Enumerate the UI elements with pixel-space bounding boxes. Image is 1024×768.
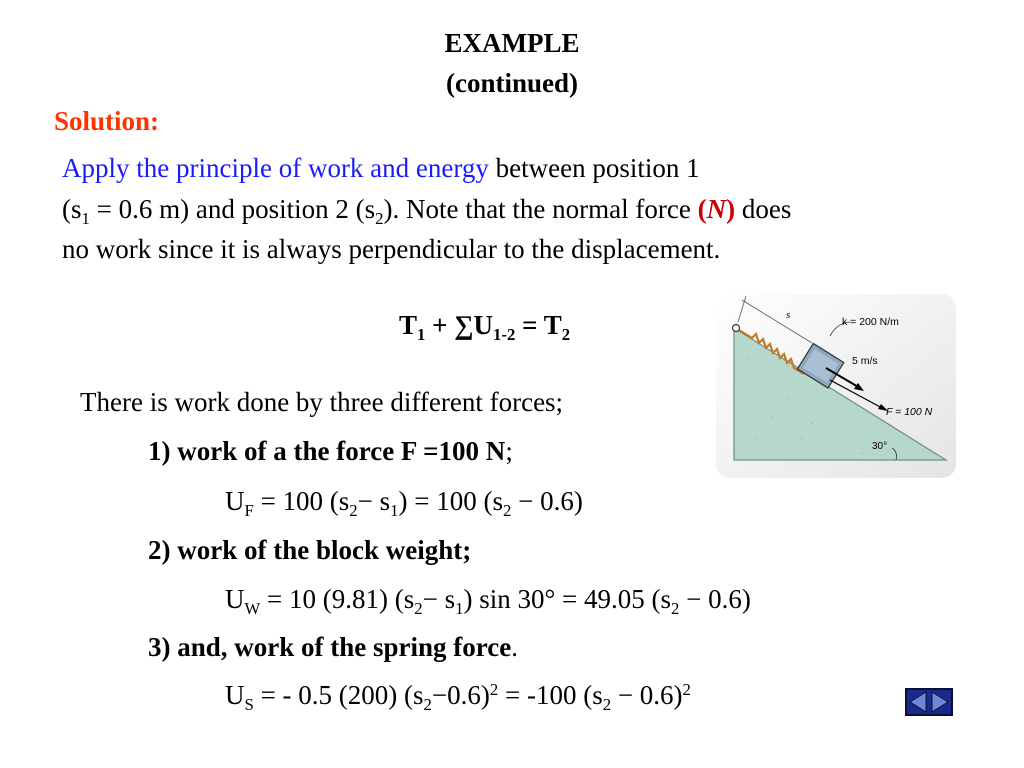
eq-part: = -100 (s: [498, 680, 603, 710]
normal-force-close: ): [726, 194, 736, 224]
eq-sub: W: [244, 598, 261, 618]
slide-title: EXAMPLE: [444, 28, 580, 58]
intro-line-2: [62, 189, 791, 229]
eq-part: = 100 (s: [253, 486, 350, 516]
incline-diagram: [712, 288, 962, 483]
eq-part: − s: [422, 584, 456, 614]
force-label: F = 100 N: [886, 406, 933, 418]
forces-intro: There is work done by three different forces;: [80, 387, 564, 417]
item-label: 1) work of a the force F =100 N: [148, 436, 506, 466]
intro-line-1: [62, 148, 700, 188]
work-equation-force: [225, 486, 583, 520]
solution-label: Solution:: [54, 106, 160, 136]
intro-line1-rest: between position 1: [488, 153, 700, 183]
intro-line-3: no work since it is always perpendicular to the displacement.: [62, 234, 721, 264]
intro-text: (s: [62, 194, 82, 224]
eq-part: − s: [357, 486, 391, 516]
eq-sub: 1: [390, 500, 399, 520]
intro-highlight: Apply the principle of work and energy: [62, 153, 489, 183]
s-label: s: [786, 309, 791, 321]
intro-sub: 1: [81, 208, 90, 228]
intro-sub: 2: [375, 208, 384, 228]
eq-part: U: [225, 486, 245, 516]
work-equation-weight: [225, 584, 751, 618]
intro-text: does: [735, 194, 792, 224]
eq-part: = 10 (9.81) (s: [260, 584, 415, 614]
eq-part: −0.6): [431, 680, 490, 710]
intro-text: ). Note that the normal force: [383, 194, 698, 224]
eq-sub: 1: [417, 324, 426, 344]
slide-navigation: [905, 688, 953, 716]
force-item-1: [148, 436, 513, 467]
slide-subtitle: (continued): [445, 68, 578, 98]
eq-sub: S: [244, 694, 254, 714]
eq-part: ) sin 30° = 49.05 (s: [463, 584, 672, 614]
work-energy-equation: [399, 310, 571, 344]
velocity-label: 5 m/s: [852, 355, 878, 367]
eq-part: − 0.6): [679, 584, 751, 614]
eq-sub: 2: [602, 694, 612, 714]
normal-force-symbol: N: [706, 194, 727, 224]
eq-sub: 2: [671, 598, 680, 618]
spring-anchor: [733, 325, 740, 332]
eq-sub: 2: [349, 500, 358, 520]
eq-sup: 2: [682, 679, 691, 699]
triangle-right-icon: [929, 690, 951, 714]
force-item-3: [148, 632, 518, 663]
force-item-2: 2) work of the block weight;: [148, 535, 472, 565]
eq-sub: 2: [423, 694, 432, 714]
eq-sub: 1-2: [493, 324, 516, 344]
prev-slide-button[interactable]: [907, 690, 929, 714]
eq-part: U: [225, 680, 245, 710]
item-tail: ;: [505, 436, 513, 466]
next-slide-button[interactable]: [929, 690, 951, 714]
eq-sup: 2: [489, 679, 499, 699]
item-tail: .: [511, 632, 518, 662]
eq-part: + ∑U: [425, 310, 494, 340]
eq-part: − 0.6): [611, 680, 683, 710]
eq-part: U: [225, 584, 245, 614]
eq-part: ) = 100 (s: [398, 486, 503, 516]
eq-part: = - 0.5 (200) (s: [253, 680, 424, 710]
k-label: k = 200 N/m: [842, 316, 899, 328]
eq-sub: 1: [455, 598, 464, 618]
eq-part: − 0.6): [511, 486, 583, 516]
eq-part: = T: [515, 310, 562, 340]
intro-text: = 0.6 m) and position 2 (s: [89, 194, 376, 224]
angle-label: 30°: [872, 441, 888, 452]
eq-sub: F: [244, 500, 254, 520]
triangle-left-icon: [907, 690, 929, 714]
work-equation-spring: [225, 679, 691, 714]
normal-force-open: (: [697, 194, 707, 224]
eq-sub: 2: [414, 598, 423, 618]
item-label: 3) and, work of the spring force: [148, 632, 512, 662]
eq-sub: 2: [503, 500, 512, 520]
eq-sub: 2: [561, 324, 571, 344]
eq-part: T: [399, 310, 418, 340]
